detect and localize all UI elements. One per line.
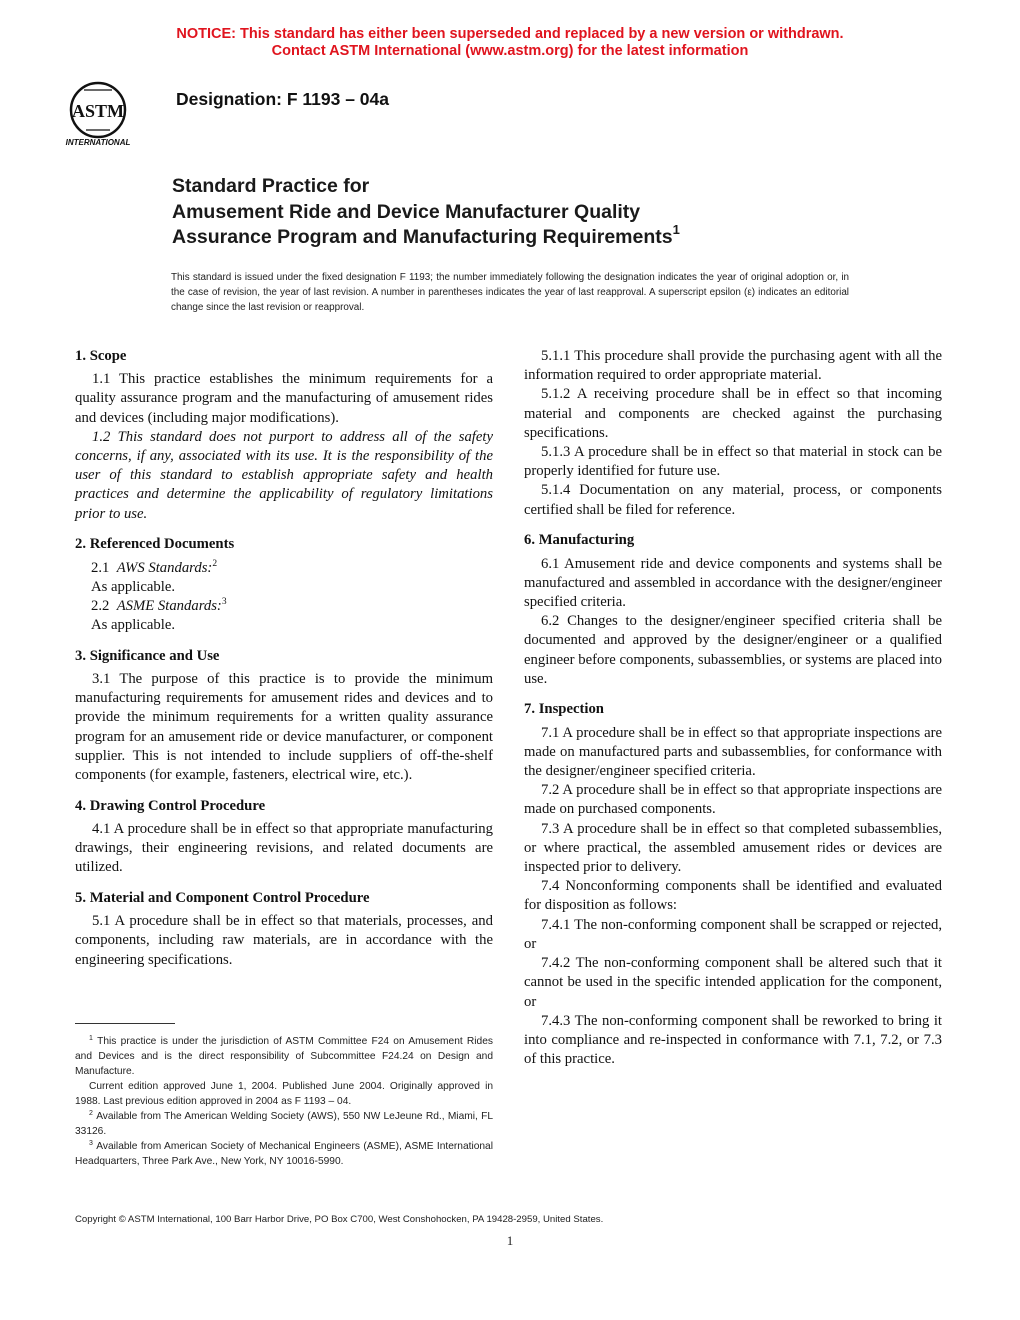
paragraph-7-1: 7.1 A procedure shall be in effect so that appropriate inspections are made on manufactured parts and subassemblies, for conformance with the designer/engineer specified criteria.: [524, 724, 942, 780]
reference-2-1: [75, 559, 493, 578]
section-heading-scope: 1. Scope: [75, 348, 127, 364]
paragraph-7-4: 7.4 Nonconforming components shall be identified and evaluated for disposition as follows:: [524, 878, 942, 914]
footnote-1-edition: Current edition approved June 1, 2004. Published June 2004. Originally approved in 1988. Last previous edition approved in 2004 as F 1193 – 04.: [75, 1081, 493, 1107]
paragraph-6-2: 6.2 Changes to the designer/engineer specified criteria shall be documented and approved by the designer/engineer or a qualified engineer before components, subassemblies, or systems are placed into use.: [524, 613, 942, 687]
paragraph-5-1-1: 5.1.1 This procedure shall provide the purchasing agent with all the information required to order appropriate material.: [524, 348, 942, 384]
paragraph-5-1-3: 5.1.3 A procedure shall be in effect so that material in stock can be properly identified for future use.: [524, 444, 942, 480]
paragraph-7-4-2: 7.4.2 The non-conforming component shall be altered such that it cannot be used in the specific intended application for the component, or: [524, 955, 942, 1010]
footnote-1: [75, 1034, 493, 1079]
page-number: 1: [506, 1233, 514, 1248]
paragraph-7-2: 7.2 A procedure shall be in effect so that appropriate inspections are made on purchased components.: [524, 782, 942, 818]
right-column: [524, 347, 942, 1069]
paragraph-7-3: 7.3 A procedure shall be in effect so that completed subassemblies, or where practical, the assembled amusement rides or devices are inspected prior to delivery.: [524, 820, 942, 876]
footnote-2-number: 2: [89, 1110, 93, 1117]
reference-2-1-body: As applicable.: [91, 578, 176, 595]
reference-2-2: [75, 597, 493, 616]
reference-2-1-label: AWS Standards:: [116, 559, 213, 576]
footnote-divider: [75, 1023, 175, 1024]
reference-2-2-number: 2.2: [91, 597, 110, 614]
paragraph-5-1-2: 5.1.2 A receiving procedure shall be in effect so that incoming material and components are checked against the purchasing specifications.: [524, 386, 942, 441]
paragraph-7-4-3: 7.4.3 The non-conforming component shall be reworked to bring it into compliance and re-inspected in conformance with 7.1, 7.2, or 7.3 of this practice.: [524, 1012, 942, 1068]
title-line-3: Assurance Program and Manufacturing Requirements: [172, 226, 673, 248]
notice-line-1: NOTICE: This standard has either been superseded and replaced by a new version or withdrawn.: [176, 26, 844, 42]
paragraph-6-1: 6.1 Amusement ride and device components and systems shall be manufactured and assembled in accordance with the designer/engineer specified criteria.: [524, 555, 942, 610]
title-line-2: Amusement Ride and Device Manufacturer Quality: [172, 200, 641, 223]
title-footnote-ref: 1: [672, 222, 680, 237]
footnote-1-number: 1: [89, 1035, 93, 1042]
section-heading-inspection: 7. Inspection: [524, 701, 604, 718]
paragraph-1-2: [75, 428, 493, 524]
logo-text: ASTM: [71, 101, 125, 121]
designation: Designation: F 1193 – 04a: [176, 89, 390, 109]
copyright-line: Copyright © ASTM International, 100 Barr Harbor Drive, PO Box C700, West Conshohocken, PA 19428-2959, United States.: [75, 1214, 604, 1225]
section-heading-significance: 3. Significance and Use: [75, 647, 220, 664]
footnote-2-text: Available from The American Welding Society (AWS), 550 NW LeJeune Rd., Miami, FL 33126.: [75, 1111, 493, 1137]
footnote-3-number: 3: [89, 1140, 93, 1147]
paragraph-1-2-text: 1.2 This standard does not purport to address all of the safety concerns, if any, associated with its use. It is the responsibility of the user of this standard to establish appropriate safety and health practices and determine the applicability of regulatory limitations prior to use.: [75, 428, 493, 522]
section-heading-manufacturing: 6. Manufacturing: [524, 532, 635, 549]
section-heading-referenced: 2. Referenced Documents: [75, 536, 235, 553]
reference-2-1-number: 2.1: [91, 559, 110, 576]
paragraph-7-4-1: 7.4.1 The non-conforming component shall be scrapped or rejected, or: [524, 916, 942, 952]
title-line-1: Standard Practice for: [172, 175, 370, 197]
footnote-3: [75, 1139, 493, 1169]
astm-logo: [62, 76, 162, 148]
logo-subtext: INTERNATIONAL: [65, 138, 131, 147]
reference-2-2-body: As applicable.: [91, 617, 176, 634]
left-column: [75, 347, 493, 970]
title-line-3-wrap: [172, 222, 680, 251]
footnote-2: [75, 1109, 493, 1139]
issuance-statement: This standard is issued under the fixed designation F 1193; the number immediately following the designation indicates the year of original adoption or, in the case of revision, the year of last revision. A number in parentheses indicates the year of last reapproval. A superscript epsilon (ε) indicates an editorial change since the last revision or reapproval.: [171, 272, 849, 313]
footnote-1-text: This practice is under the jurisdiction of ASTM Committee F24 on Amusement Rides and Devices and is the direct responsibility of Subcommittee F24.24 on Design and Manufacture.: [75, 1036, 493, 1077]
paragraph-1-1: 1.1 This practice establishes the minimum requirements for a quality assurance program and the manufacturing of amusement rides and devices (including major modifications).: [75, 371, 493, 426]
footnote-3-text: Available from American Society of Mechanical Engineers (ASME), ASME International Headquarters, Three Park Ave., New York, NY 10016-5990.: [75, 1141, 493, 1167]
supersession-notice: [0, 26, 1020, 60]
paragraph-3-1: 3.1 The purpose of this practice is to provide the minimum manufacturing requirements for amusement rides and devices and to provide the minimum requirements for a written quality assurance program for an amusement ride or device manufacturer, or component supplier. This is not intended to include suppliers of off-the-shelf components (for example, fasteners, electrical wire, etc.).: [75, 671, 493, 784]
paragraph-5-1-4: 5.1.4 Documentation on any material, process, or components certified shall be filed for reference.: [524, 482, 942, 518]
notice-line-2: Contact ASTM International (www.astm.org) for the latest information: [271, 43, 749, 59]
paragraph-4-1: 4.1 A procedure shall be in effect so that appropriate manufacturing drawings, their engineering revisions, and related documents are utilized.: [75, 820, 493, 876]
reference-2-2-footnote: 3: [221, 596, 227, 607]
paragraph-5-1: 5.1 A procedure shall be in effect so that materials, processes, and components, including raw materials, are in accordance with the engineering specifications.: [75, 913, 493, 968]
document-title: [172, 174, 680, 251]
section-heading-material: 5. Material and Component Control Procedure: [75, 890, 370, 907]
section-heading-drawing: 4. Drawing Control Procedure: [75, 797, 266, 814]
reference-2-1-footnote: 2: [212, 558, 218, 569]
footnotes: [75, 1034, 493, 1169]
reference-2-2-label: ASME Standards:: [116, 597, 222, 614]
